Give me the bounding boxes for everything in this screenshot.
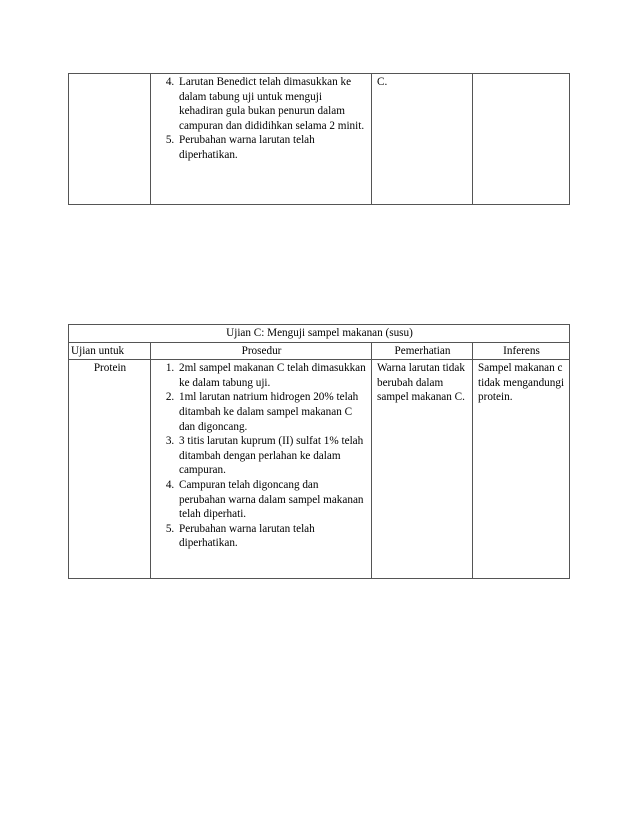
table-row bbox=[69, 360, 570, 579]
table-header-row bbox=[69, 342, 570, 360]
procedure-step: 5. Perubahan warna larutan telah diperhatikan. bbox=[177, 522, 367, 551]
table-title-row bbox=[69, 325, 570, 343]
procedure-cell bbox=[151, 74, 372, 205]
observation-cell: Warna larutan tidak berubah dalam sampel makanan C. bbox=[372, 360, 473, 579]
procedure-list bbox=[156, 75, 367, 163]
header-observation: Pemerhatian bbox=[372, 342, 473, 360]
procedure-cell bbox=[151, 360, 372, 579]
inference-cell bbox=[473, 74, 570, 205]
procedure-step: 3. 3 titis larutan kuprum (II) sulfat 1% telah ditambah dengan perlahan ke dalam campuran. bbox=[177, 434, 367, 478]
procedure-step: 1. 2ml sampel makanan C telah dimasukkan ke dalam tabung uji. bbox=[177, 361, 367, 390]
observation-cell: C. bbox=[372, 74, 473, 205]
table-title: Ujian C: Menguji sampel makanan (susu) bbox=[69, 325, 570, 343]
test-cell: Protein bbox=[69, 360, 151, 579]
procedure-step: 5. Perubahan warna larutan telah diperhatikan. bbox=[177, 133, 367, 162]
procedure-step: 4. Larutan Benedict telah dimasukkan ke dalam tabung uji untuk menguji kehadiran gula bukan penurun dalam campuran dan dididihkan selama 2 minit. bbox=[177, 75, 367, 133]
header-procedure: Prosedur bbox=[151, 342, 372, 360]
procedure-step: 2. 1ml larutan natrium hidrogen 20% telah ditambah ke dalam sampel makanan C dan digoncang. bbox=[177, 390, 367, 434]
test-cell-empty bbox=[69, 74, 151, 205]
header-test: Ujian untuk bbox=[69, 342, 151, 360]
procedure-list bbox=[156, 361, 367, 551]
test-c-table bbox=[68, 324, 570, 579]
procedure-step: 4. Campuran telah digoncang dan perubahan warna dalam sampel makanan telah diperhati. bbox=[177, 478, 367, 522]
header-inference: Inferens bbox=[473, 342, 570, 360]
table-row bbox=[69, 74, 570, 205]
procedure-table-continued bbox=[68, 73, 570, 205]
inference-cell: Sampel makanan c tidak mengandungi protein. bbox=[473, 360, 570, 579]
